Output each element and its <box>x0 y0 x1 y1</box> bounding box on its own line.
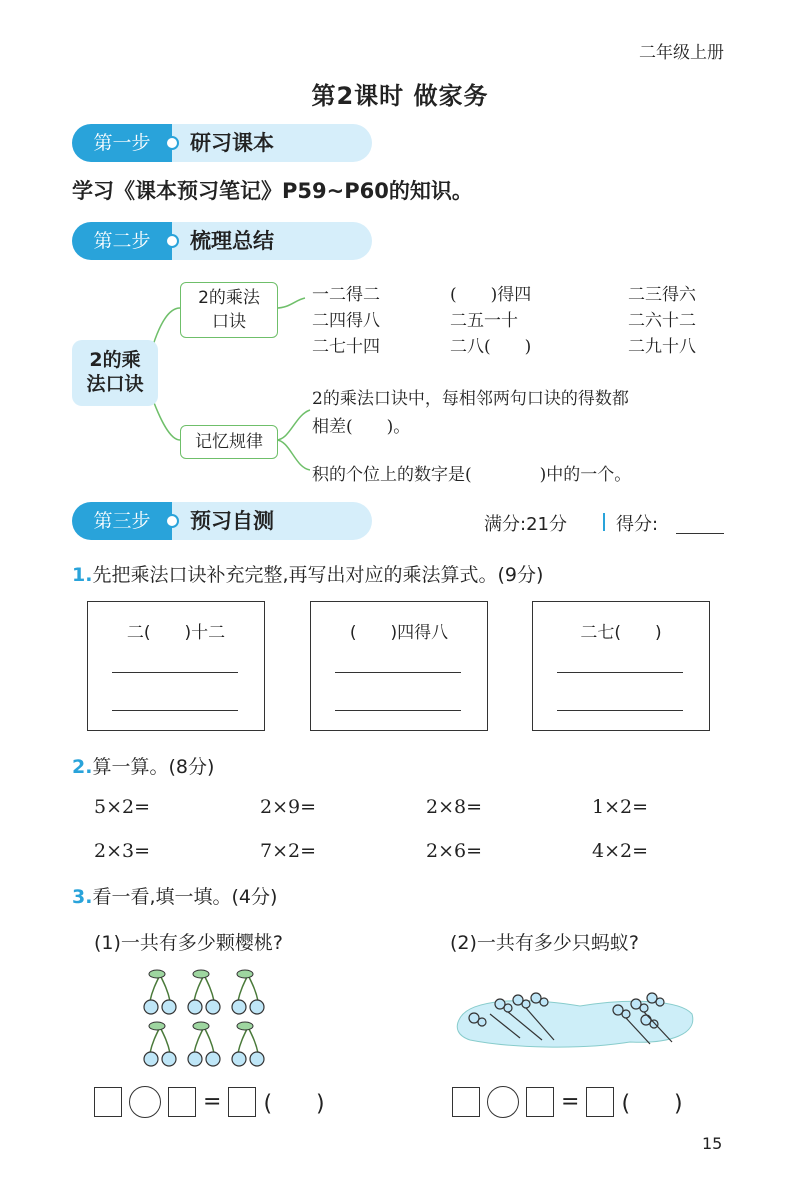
q2-text: 算一算。(8分) <box>92 756 215 778</box>
rhyme-cell: ( )得四 <box>450 285 532 305</box>
calc-item: 2×6= <box>426 840 483 862</box>
rhyme-cell: 二七十四 <box>312 337 380 357</box>
q2-number: 2. <box>72 756 93 778</box>
answer-line[interactable] <box>335 710 461 711</box>
calc-item: 7×2= <box>260 840 317 862</box>
score-label: 得分: <box>616 514 659 535</box>
cherry-icon <box>188 970 220 1014</box>
score-divider <box>603 513 605 531</box>
q3-equation-1 <box>94 1086 325 1118</box>
rhyme-cell: 一二得二 <box>312 285 380 305</box>
equals-sign: = <box>561 1089 580 1115</box>
score-blank[interactable] <box>676 533 724 534</box>
equals-sign: = <box>203 1089 222 1115</box>
rhyme-cell: 二八( ) <box>450 337 532 357</box>
step1-name: 研习课本 <box>172 124 372 162</box>
rhyme-row <box>312 306 712 332</box>
step3-header <box>72 502 372 540</box>
grade-label: 二年级上册 <box>639 43 724 63</box>
study-instruction: 学习《课本预习笔记》P59~P60的知识。 <box>72 179 473 203</box>
connector-line <box>276 298 305 308</box>
operator-circle[interactable] <box>129 1086 161 1118</box>
rhyme-cell: 二三得六 <box>628 285 696 305</box>
calc-item: 1×2= <box>592 796 649 818</box>
step1-tag: 第一步 <box>72 124 172 162</box>
step-dot-icon <box>165 514 179 528</box>
cherry-icon <box>232 1022 264 1066</box>
connector-line <box>276 440 310 470</box>
calc-item: 2×3= <box>94 840 151 862</box>
q1-box-text: 二七( ) <box>580 623 662 643</box>
rhyme-row <box>312 280 712 306</box>
ants-illustration <box>450 978 700 1058</box>
q3-equation-2 <box>452 1086 683 1118</box>
answer-box[interactable] <box>228 1087 256 1117</box>
q1-text: 先把乘法口诀补充完整,再写出对应的乘法算式。(9分) <box>92 564 544 586</box>
rhyme-cell: 二六十二 <box>628 311 696 331</box>
cherries-illustration <box>140 965 275 1070</box>
rhyme-cell: 二五一十 <box>450 311 518 331</box>
answer-line[interactable] <box>557 710 683 711</box>
rhyme-cell: 二四得八 <box>312 311 380 331</box>
rule2-text: 积的个位上的数字是( )中的一个。 <box>312 465 632 485</box>
q1-box-text: ( )四得八 <box>349 623 449 643</box>
answer-box[interactable] <box>586 1087 614 1117</box>
cherry-icon <box>144 970 176 1014</box>
cherry-icon <box>188 1022 220 1066</box>
q1-box <box>87 601 265 731</box>
answer-line[interactable] <box>557 672 683 673</box>
cherry-icon <box>144 1022 176 1066</box>
q1-box <box>310 601 488 731</box>
q1-box-text: 二( )十二 <box>126 623 226 643</box>
answer-line[interactable] <box>112 710 238 711</box>
mindmap-branch2: 记忆规律 <box>180 425 278 459</box>
operator-circle[interactable] <box>487 1086 519 1118</box>
q3-text: 看一看,填一填。(4分) <box>92 886 278 908</box>
answer-line[interactable] <box>112 672 238 673</box>
answer-box[interactable] <box>526 1087 554 1117</box>
mindmap-main-text: 2的乘法口诀 <box>86 349 144 395</box>
q1-box <box>532 601 710 731</box>
q1-number: 1. <box>72 564 93 586</box>
page-number: 15 <box>702 1134 723 1153</box>
step3-tag: 第三步 <box>72 502 172 540</box>
calc-item: 5×2= <box>94 796 151 818</box>
unit-blank[interactable]: ( ) <box>263 1091 325 1117</box>
q2-title <box>72 752 214 779</box>
answer-box[interactable] <box>452 1087 480 1117</box>
mindmap-branch1-text: 2的乘法口诀 <box>198 288 260 332</box>
calc-item: 2×8= <box>426 796 483 818</box>
page-title: 第2课时 做家务 <box>311 82 489 110</box>
mindmap-branch1 <box>180 282 278 338</box>
rhyme-cell: 二九十八 <box>628 337 696 357</box>
mindmap-main-node <box>72 340 158 406</box>
answer-box[interactable] <box>94 1087 122 1117</box>
rhyme-grid <box>312 280 712 358</box>
rule1-line2: 相差( )。 <box>312 417 411 437</box>
q3-sub2: (2)一共有多少只蚂蚁? <box>450 932 639 954</box>
step2-tag: 第二步 <box>72 222 172 260</box>
calc-item: 2×9= <box>260 796 317 818</box>
q3-title <box>72 882 277 909</box>
q3-number: 3. <box>72 886 93 908</box>
unit-blank[interactable]: ( ) <box>621 1091 683 1117</box>
answer-line[interactable] <box>335 672 461 673</box>
q3-sub1: (1)一共有多少颗樱桃? <box>94 932 283 954</box>
step3-name: 预习自测 <box>172 502 372 540</box>
answer-box[interactable] <box>168 1087 196 1117</box>
mindmap-connectors <box>0 0 800 520</box>
rhyme-row <box>312 332 712 358</box>
step2-name: 梳理总结 <box>172 222 372 260</box>
connector-line <box>276 410 310 440</box>
q1-title <box>72 560 543 587</box>
calc-item: 4×2= <box>592 840 649 862</box>
rule1-line1: 2的乘法口诀中，每相邻两句口诀的得数都 <box>312 389 629 409</box>
cherry-icon <box>232 970 264 1014</box>
full-score: 满分:21分 <box>484 514 567 535</box>
